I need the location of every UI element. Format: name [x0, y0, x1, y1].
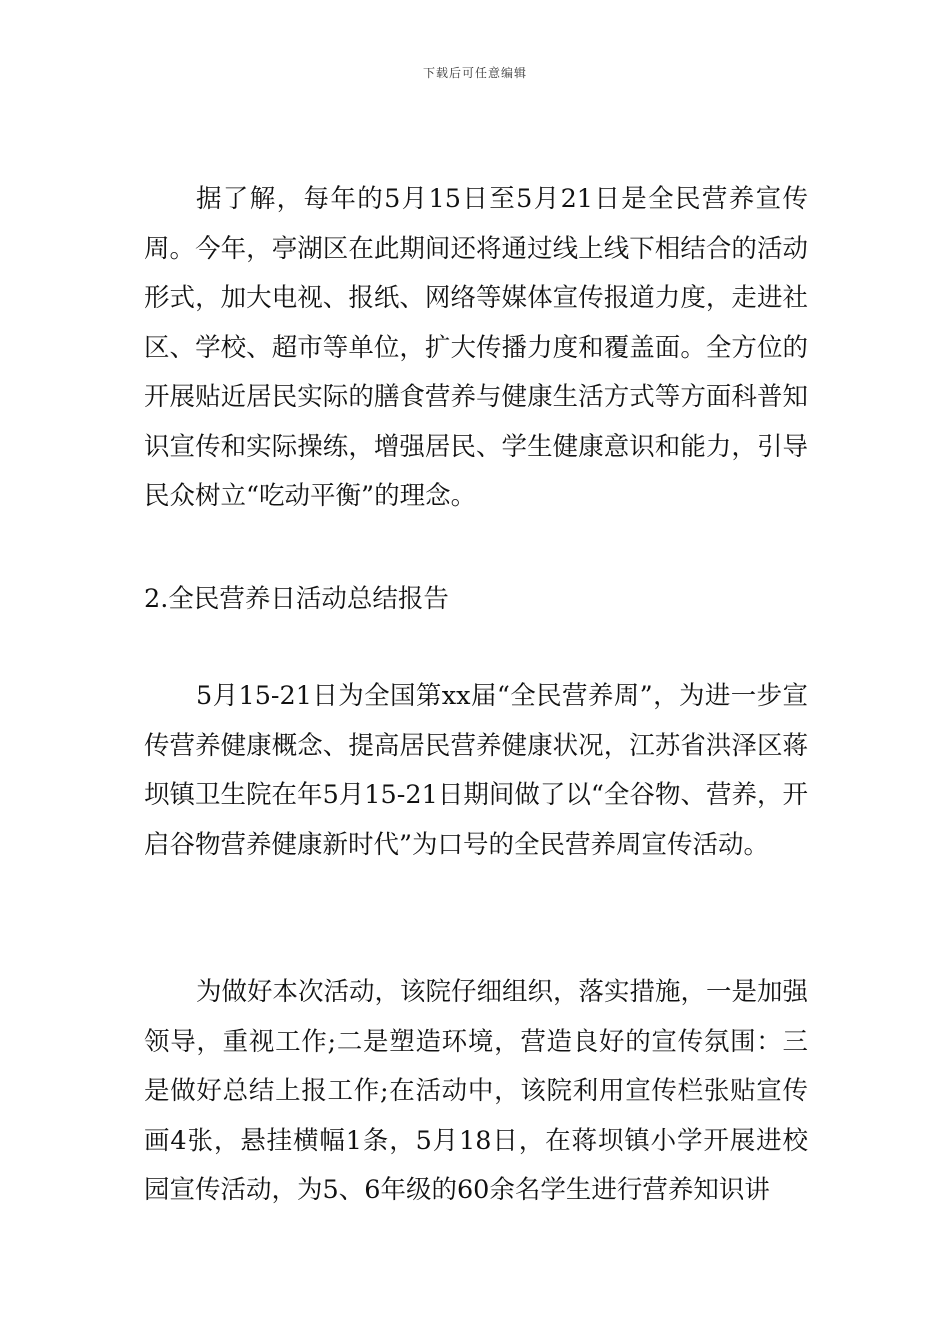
paragraph-nutrition-week-intro: 据了解，每年的5月15日至5月21日是全民营养宣传周。今年，亭湖区在此期间还将通过线上线下相结合的活动形式，加大电视、报纸、网络等媒体宣传报道力度，走进社区、学校、超市等单位，扩大传播力度和覆盖面。全方位的开展贴近居民实际的膳食营养与健康生活方式等方面科普知识宣传和实际操练，增强居民、学生健康意识和能力，引导民众树立“吃动平衡”的理念。 — [144, 184, 808, 511]
page-header-note: 下载后可任意编辑 — [422, 66, 527, 80]
paragraph-activity-details: 为做好本次活动，该院仔细组织，落实措施，一是加强领导，重视工作;二是塑造环境，营造良好的宣传氛围：三是做好总结上报工作;在活动中，该院利用宣传栏张贴宣传画4张，悬挂横幅1条，5月18日，在蒋坝镇小学开展进校园宣传活动，为5、6年级的60余名学生进行营养知识讲 — [144, 977, 809, 1205]
paragraph-activity-overview: 5月15-21日为全国第xx届“全民营养周”，为进一步宣传营养健康概念、提高居民营养健康状况，江苏省洪泽区蒋坝镇卫生院在年5月15-21日期间做了以“全谷物、营养，开启谷物营养健康新时代”为口号的全民营养周宣传活动。 — [144, 681, 808, 860]
section-heading: 2.全民营养日活动总结报告 — [144, 584, 449, 614]
